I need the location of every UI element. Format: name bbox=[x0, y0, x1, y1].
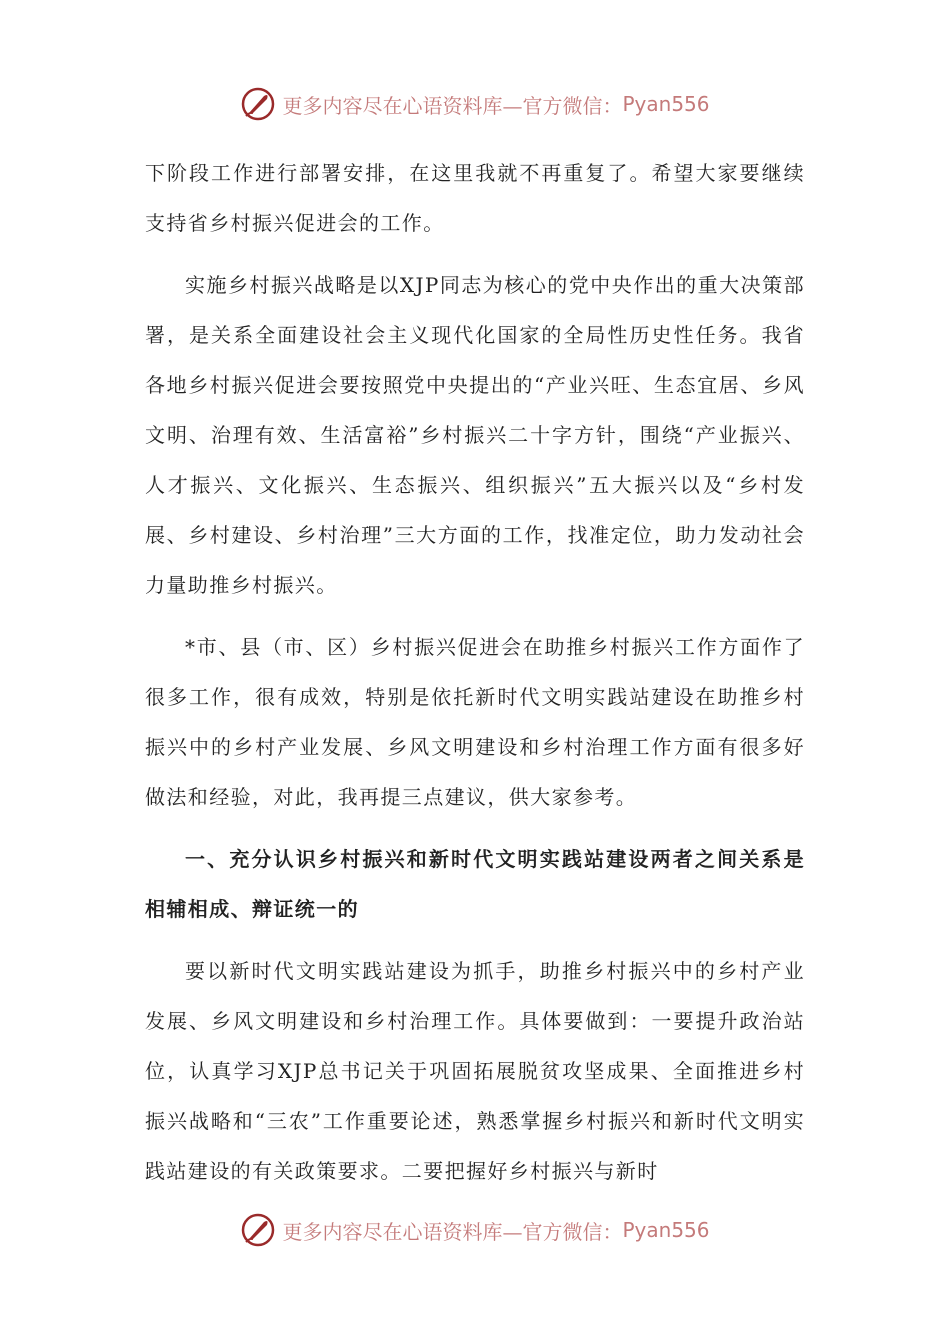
watermark-wechat-id: Pyan556 bbox=[622, 92, 710, 116]
quill-logo-icon bbox=[240, 1212, 276, 1248]
watermark-banner-bottom bbox=[0, 1210, 950, 1250]
paragraph: *市、县（市、区）乡村振兴促进会在助推乡村振兴工作方面作了很多工作，很有成效，特别是依托新时代文明实践站建设在助推乡村振兴中的乡村产业发展、乡风文明建设和乡村治理工作方面有很多好做法和经验，对此，我再提三点建议，供大家参考。 bbox=[145, 635, 805, 809]
watermark-banner-top bbox=[0, 84, 950, 124]
watermark-wechat-id: Pyan556 bbox=[622, 1218, 710, 1242]
paragraph: 要以新时代文明实践站建设为抓手，助推乡村振兴中的乡村产业发展、乡风文明建设和乡村治理工作。具体要做到：一要提升政治站位，认真学习XJP总书记关于巩固拓展脱贫攻坚成果、全面推进乡村振兴战略和“三农”工作重要论述，熟悉掌握乡村振兴和新时代文明实践站建设的有关政策要求。二要把握好乡村振兴与新时 bbox=[145, 959, 805, 1183]
watermark-text: 更多内容尽在心语资料库—官方微信： bbox=[282, 93, 623, 118]
quill-logo-icon bbox=[240, 86, 276, 122]
paragraph: 实施乡村振兴战略是以XJP同志为核心的党中央作出的重大决策部署，是关系全面建设社会主义现代化国家的全局性历史性任务。我省各地乡村振兴促进会要按照党中央提出的“产业兴旺、生态宜居、乡风文明、治理有效、生活富裕”乡村振兴二十字方针，围绕“产业振兴、人才振兴、文化振兴、生态振兴、组织振兴”五大振兴以及“乡村发展、乡村建设、乡村治理”三大方面的工作，找准定位，助力发动社会力量助推乡村振兴。 bbox=[145, 273, 805, 597]
document-body bbox=[145, 148, 805, 1196]
section-heading: 一、充分认识乡村振兴和新时代文明实践站建设两者之间关系是相辅相成、辩证统一的 bbox=[145, 847, 805, 921]
paragraph: 下阶段工作进行部署安排，在这里我就不再重复了。希望大家要继续支持省乡村振兴促进会的工作。 bbox=[145, 161, 805, 235]
watermark-text: 更多内容尽在心语资料库—官方微信： bbox=[282, 1219, 623, 1244]
